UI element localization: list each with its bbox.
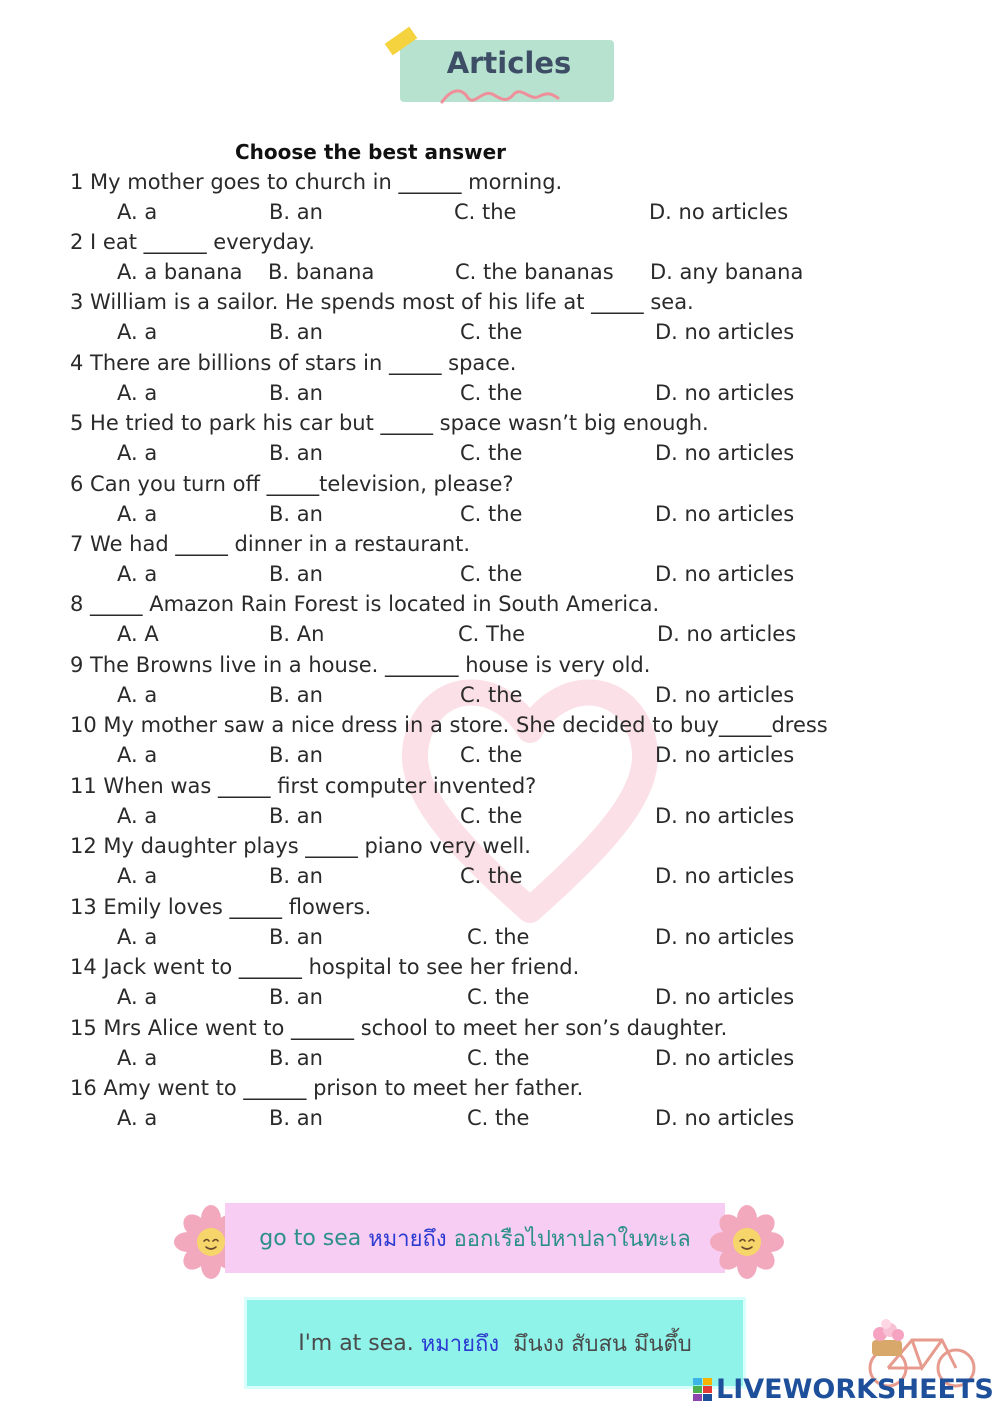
note-meaning: มึนงง สับสน มึนตึ้บ [513, 1331, 692, 1357]
option-b[interactable]: B. an [269, 925, 323, 949]
option-d[interactable]: D. no articles [655, 441, 795, 465]
question-16: 16 Amy went to ______ prison to meet her father. [70, 1076, 584, 1100]
option-c[interactable]: C. the [467, 1046, 530, 1070]
question-14: 14 Jack went to ______ hospital to see her friend. [70, 955, 580, 979]
question-8: 8 _____ Amazon Rain Forest is located in South America. [70, 592, 660, 616]
option-a[interactable]: A. a [117, 441, 158, 465]
note-meaning: ออกเรือไปหาปลาในทะเล [453, 1226, 691, 1252]
option-d[interactable]: D. no articles [655, 743, 795, 767]
question-3: 3 William is a sailor. He spends most of his life at _____ sea. [70, 290, 694, 314]
option-b[interactable]: B. banana [268, 260, 375, 284]
option-d[interactable]: D. no articles [655, 1106, 795, 1130]
option-b[interactable]: B. an [269, 1106, 323, 1130]
note-means: หมายถึง [420, 1331, 500, 1357]
option-b[interactable]: B. an [269, 562, 323, 586]
option-b[interactable]: B. an [269, 864, 323, 888]
option-d[interactable]: D. no articles [655, 925, 795, 949]
note-phrase: I'm at sea. [298, 1330, 414, 1356]
option-b[interactable]: B. an [269, 683, 323, 707]
option-c[interactable]: C. The [458, 622, 526, 646]
option-b[interactable]: B. an [269, 985, 323, 1009]
option-b[interactable]: B. an [269, 502, 323, 526]
question-13: 13 Emily loves _____ flowers. [70, 895, 372, 919]
option-b[interactable]: B. an [269, 441, 323, 465]
page-title: Articles [446, 46, 572, 80]
option-d[interactable]: D. no articles [657, 622, 797, 646]
option-a[interactable]: A. a [117, 502, 158, 526]
option-c[interactable]: C. the [460, 320, 523, 344]
option-c[interactable]: C. the [460, 683, 523, 707]
option-a[interactable]: A. a [117, 683, 158, 707]
option-d[interactable]: D. no articles [655, 381, 795, 405]
option-d[interactable]: D. no articles [649, 200, 789, 224]
option-d[interactable]: D. no articles [655, 1046, 795, 1070]
option-a[interactable]: A. a [117, 200, 158, 224]
note-phrase: go to sea [259, 1225, 362, 1251]
option-c[interactable]: C. the [467, 1106, 530, 1130]
option-a[interactable]: A. A [117, 622, 159, 646]
squiggle-decoration [440, 84, 560, 108]
question-7: 7 We had _____ dinner in a restaurant. [70, 532, 471, 556]
question-11: 11 When was _____ first computer invented? [70, 774, 537, 798]
liveworksheets-logo[interactable]: LIVEWORKSHEETS [716, 1374, 994, 1405]
question-6: 6 Can you turn off _____television, please? [70, 472, 514, 496]
option-b[interactable]: B. an [269, 804, 323, 828]
option-c[interactable]: C. the bananas [455, 260, 614, 284]
question-4: 4 There are billions of stars in _____ space. [70, 351, 517, 375]
option-c[interactable]: C. the [460, 804, 523, 828]
option-d[interactable]: D. no articles [655, 864, 795, 888]
question-1: 1 My mother goes to church in ______ morning. [70, 170, 563, 194]
question-2: 2 I eat ______ everyday. [70, 230, 315, 254]
option-c[interactable]: C. the [460, 743, 523, 767]
liveworksheets-logo-icon [693, 1378, 713, 1402]
option-c[interactable]: C. the [460, 381, 523, 405]
option-c[interactable]: C. the [467, 985, 530, 1009]
option-c[interactable]: C. the [460, 562, 523, 586]
option-c[interactable]: C. the [460, 864, 523, 888]
option-d[interactable]: D. no articles [655, 683, 795, 707]
note-go-to-sea [225, 1203, 725, 1273]
question-10: 10 My mother saw a nice dress in a store. She decided to buy_____dress [70, 713, 828, 737]
option-b[interactable]: B. an [269, 320, 323, 344]
instructions: Choose the best answer [235, 140, 507, 164]
option-b[interactable]: B. an [269, 743, 323, 767]
note-at-sea [244, 1297, 746, 1389]
option-d[interactable]: D. no articles [655, 502, 795, 526]
option-c[interactable]: C. the [460, 441, 523, 465]
option-a[interactable]: A. a [117, 743, 158, 767]
option-a[interactable]: A. a [117, 320, 158, 344]
note-means: หมายถึง [368, 1226, 447, 1252]
option-d[interactable]: D. any banana [650, 260, 804, 284]
flower-icon [710, 1205, 784, 1279]
option-d[interactable]: D. no articles [655, 804, 795, 828]
option-a[interactable]: A. a [117, 1046, 158, 1070]
option-b[interactable]: B. An [269, 622, 325, 646]
option-a[interactable]: A. a banana [117, 260, 243, 284]
option-a[interactable]: A. a [117, 864, 158, 888]
option-a[interactable]: A. a [117, 381, 158, 405]
option-a[interactable]: A. a [117, 925, 158, 949]
option-b[interactable]: B. an [269, 200, 323, 224]
question-15: 15 Mrs Alice went to ______ school to meet her son’s daughter. [70, 1016, 728, 1040]
option-c[interactable]: C. the [454, 200, 517, 224]
option-d[interactable]: D. no articles [655, 985, 795, 1009]
question-5: 5 He tried to park his car but _____ space wasn’t big enough. [70, 411, 709, 435]
option-c[interactable]: C. the [467, 925, 530, 949]
option-b[interactable]: B. an [269, 381, 323, 405]
option-d[interactable]: D. no articles [655, 320, 795, 344]
option-b[interactable]: B. an [269, 1046, 323, 1070]
question-9: 9 The Browns live in a house. _______ house is very old. [70, 653, 651, 677]
option-a[interactable]: A. a [117, 985, 158, 1009]
option-c[interactable]: C. the [460, 502, 523, 526]
option-a[interactable]: A. a [117, 804, 158, 828]
option-a[interactable]: A. a [117, 562, 158, 586]
option-d[interactable]: D. no articles [655, 562, 795, 586]
question-12: 12 My daughter plays _____ piano very well. [70, 834, 531, 858]
option-a[interactable]: A. a [117, 1106, 158, 1130]
